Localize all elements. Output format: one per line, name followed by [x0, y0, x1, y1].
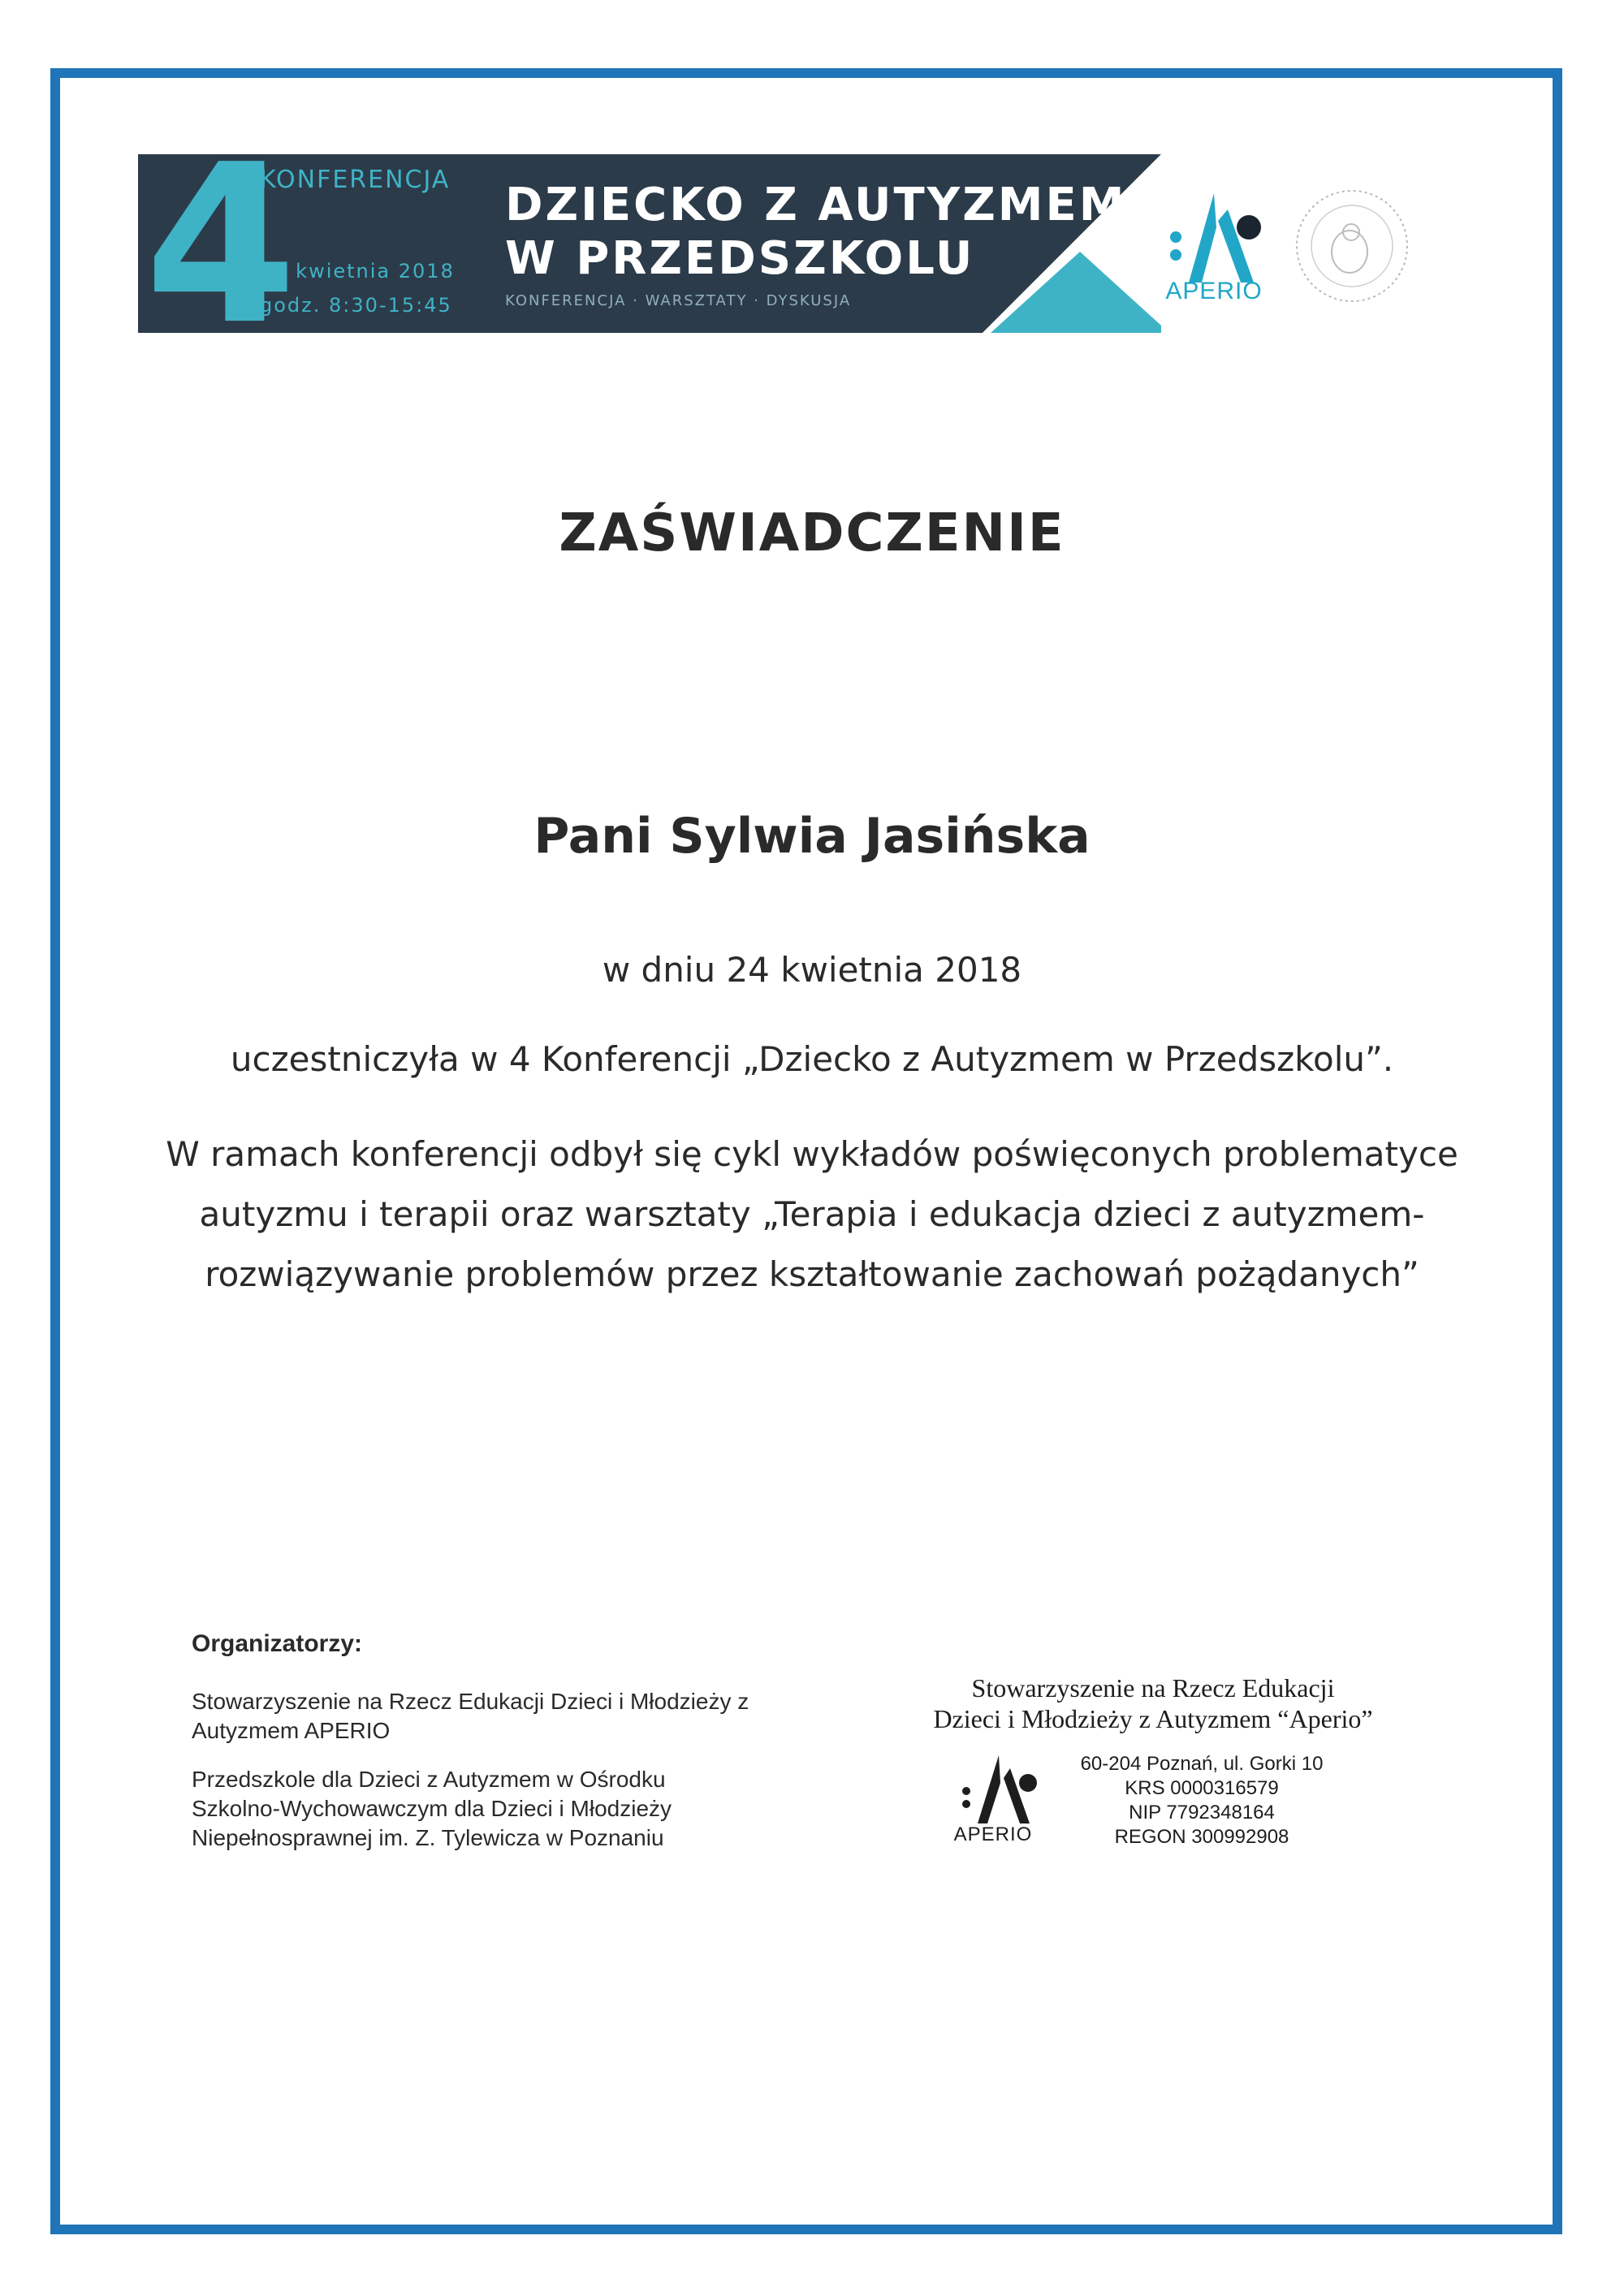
conference-banner: [138, 154, 1161, 333]
participation-line: uczestniczyła w 4 Konferencji „Dziecko z Autyzmem w Przedszkolu”.: [230, 1039, 1394, 1079]
banner-title-line1: DZIECKO Z AUTYZMEM: [505, 179, 1127, 231]
organizer-2: Przedszkole dla Dzieci z Autyzmem w Ośrodku Szkolno-Wychowawczym dla Dzieci i Młodzieży Niepełnosprawnej im. Z. Tylewicza w Poznaniu: [192, 1767, 672, 1850]
organizer-1: Stowarzyszenie na Rzecz Edukacji Dzieci i Młodzieży z Autyzmem APERIO: [192, 1689, 749, 1743]
stamp-logo-text: APERIO: [953, 1823, 1033, 1845]
organizers-heading: Organizatorzy:: [192, 1630, 363, 1657]
stamp-name: [926, 1672, 1380, 1734]
banner-label: KONFERENCJA: [260, 166, 451, 194]
organizers-block: [192, 1630, 760, 1872]
stamp-nip: NIP 7792348164: [1129, 1802, 1275, 1823]
banner-date: 24 kwietnia 2018: [260, 260, 455, 283]
circular-seal-icon: [1291, 185, 1413, 307]
stamp-name-line2: Dzieci i Młodzieży z Autyzmem “Aperio”: [933, 1704, 1373, 1733]
banner-title-line2: W PRZEDSZKOLU: [505, 232, 975, 285]
stamp-details: [1056, 1752, 1348, 1849]
banner-number: 4: [145, 154, 297, 333]
stamp-name-line1: Stowarzyszenie na Rzecz Edukacji: [971, 1673, 1335, 1703]
description-paragraph: W ramach konferencji odbył się cykl wykładów poświęconych problematyce autyzmu i terapii oraz warsztaty „Terapia i edukacja dzieci z autyzmem- rozwiązywanie problemów przez kształtowanie zachowań pożądanych”: [166, 1134, 1458, 1294]
stamp-krs: KRS 0000316579: [1125, 1777, 1279, 1799]
stamp-regon: REGON 300992908: [1114, 1826, 1289, 1848]
recipient-name: Pani Sylwia Jasińska: [533, 808, 1091, 865]
banner-subtitle: KONFERENCJA · WARSZTATY · DYSKUSJA: [505, 292, 852, 309]
stamp-address: 60-204 Poznań, ul. Gorki 10: [1080, 1753, 1324, 1775]
document-heading: ZAŚWIADCZENIE: [559, 503, 1065, 563]
organization-stamp: [926, 1672, 1380, 1859]
banner-hours: godz. 8:30-15:45: [260, 294, 452, 317]
date-line: w dniu 24 kwietnia 2018: [602, 950, 1022, 990]
aperio-logo-text: APERIO: [1165, 278, 1263, 304]
